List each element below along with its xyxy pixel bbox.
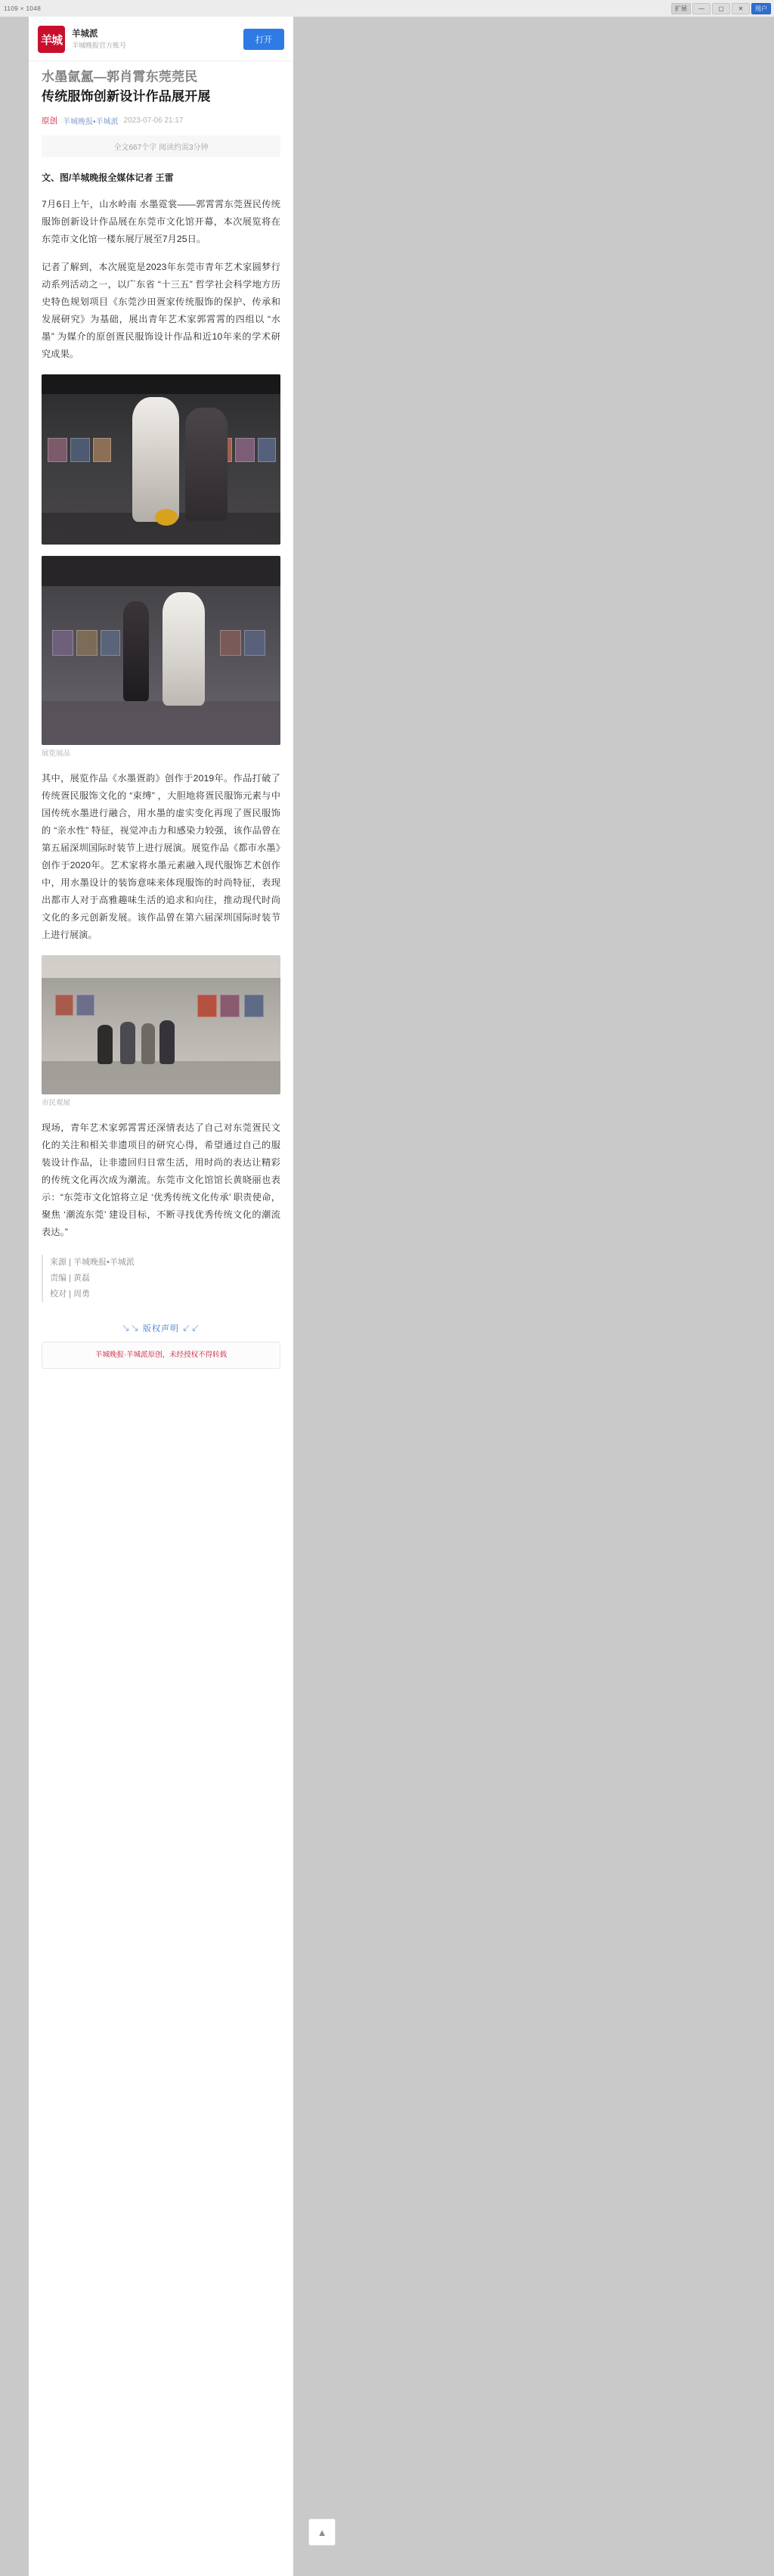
ceiling-band (42, 955, 280, 978)
floor-band (42, 1061, 280, 1094)
account-header (29, 17, 293, 61)
byline: 文、图/羊城晚报全媒体记者 王雷 (42, 172, 174, 183)
credit-proofreader: 校对 | 周勇 (50, 1290, 90, 1299)
wordcount-banner: 全文667个字 阅读约需3分钟 (42, 135, 280, 157)
window-chrome-bar (0, 0, 774, 17)
article-source[interactable]: 羊城晚报•羊城派 (63, 118, 119, 126)
publisher-subtitle: 羊城晚报官方账号 (72, 41, 127, 49)
extension-chip[interactable]: 扩展 (671, 3, 691, 14)
credit-editor: 责编 | 黄磊 (50, 1274, 90, 1283)
ceiling-band (42, 374, 280, 394)
copyright-heading: ↘↘ 版权声明 ↙↙ (121, 1324, 201, 1333)
mannequin-sheer-gown (163, 592, 205, 706)
wall-artwork (76, 995, 94, 1016)
paragraph-1: 7月6日上午，山水岭南 水墨霓裳——郭霄霄东莞疍民传统服饰创新设计作品展在东莞市文化馆开幕，本次展览将在东莞市文化馆一楼东展厅展至7月25日。 (42, 199, 280, 244)
wall-artwork (48, 438, 67, 462)
original-badge: 原创 (42, 116, 57, 126)
visitor-figure (120, 1022, 135, 1064)
wall-artwork (93, 438, 111, 462)
headline-line-1: 水墨氤氲—郭肖霄东莞莞民 (42, 70, 198, 84)
page-title (42, 67, 280, 107)
exhibition-gowns-photo[interactable] (42, 374, 280, 545)
mannequin-dark-dress (123, 601, 149, 701)
close-button[interactable]: ✕ (732, 3, 750, 14)
article-card (29, 17, 327, 2576)
floor-band (42, 701, 280, 745)
article-body (29, 67, 293, 1369)
visitor-figure (159, 1020, 175, 1064)
mannequin-black-gown (185, 408, 228, 521)
paragraph-4: 现场，青年艺术家郭霄霄还深情表达了自己对东莞疍民文化的关注和相关非遗项目的研究心得，希望通过自己的服装设计作品，让非遗回归日常生活，用时尚的表达让精彩的传统文化再次成为潮流。东莞市文化馆馆长黄晓丽也表示：“东莞市文化馆将立足 ‘优秀传统文化传承’ 职责使命，聚焦 ‘潮流东莞’ 建设目标，不断寻找优秀传统文化的潮流表达。” (42, 1122, 280, 1237)
visitor-figure (141, 1023, 155, 1064)
wall-artwork (55, 995, 73, 1016)
wall-artwork (220, 995, 240, 1017)
publisher-info (72, 29, 237, 51)
visitors-photo[interactable] (42, 955, 280, 1094)
wall-artwork (52, 630, 73, 656)
article-meta (42, 115, 280, 126)
paragraph-3: 其中，展览作品《水墨疍韵》创作于2019年。作品打破了传统疍民服饰文化的 “束缚” ，大胆地将疍民服饰元素与中国传统水墨进行融合，用水墨的虚实变化再现了疍民服饰的 “亲水性” 特征，视觉冲击力和感染力较强，该作品曾在第五届深圳国际时装节上进行展演。展览作品《都市水墨》创作于2020年。艺术家将水墨元素融入现代服饰艺术创作中，用水墨设计的装饰意味来体现服饰的时尚特征，表现出都市人对于高雅趣味生活的追求和向往，推动现代时尚文化的多元创新发展。该作品曾在第六届深圳国际时装节上进行展演。 (42, 773, 280, 940)
wall-artwork (235, 438, 255, 462)
capture-dimension-label: 1109 × 1048 (4, 5, 42, 12)
account-chip[interactable]: 用户 (751, 3, 771, 14)
mannequin-white-gown (132, 397, 179, 522)
maximize-button[interactable]: ▢ (712, 3, 730, 14)
publisher-name: 羊城派 (72, 29, 98, 39)
minimize-button[interactable]: — (692, 3, 711, 14)
scroll-to-top-button[interactable]: ▲ (308, 2519, 336, 2546)
window-controls (671, 0, 771, 17)
wall-artwork (244, 995, 264, 1017)
paragraph-2: 记者了解到，本次展览是2023年东莞市青年艺术家圆梦行动系列活动之一，以广东省 “十三五” 哲学社会科学地方历史特色规划项目《东莞沙田疍家传统服饰的保护、传承和发展研究》为基础，展出青年艺术家郭霄霄的四组以 “水墨” 为媒介的原创疍民服饰设计作品和近10年来的学术研究成果。 (42, 262, 280, 359)
credit-source: 来源 | 羊城晚报•羊城派 (50, 1258, 135, 1267)
credits-block (42, 1255, 280, 1302)
wall-artwork (70, 438, 90, 462)
wall-artwork (101, 630, 120, 656)
open-app-button[interactable]: 打开 (243, 29, 284, 50)
publisher-logo: 羊城 (38, 26, 65, 53)
figure-caption-3: 市民观展 (42, 1099, 71, 1107)
wall-artwork (220, 630, 241, 656)
ceiling-band (42, 556, 280, 586)
figure-caption-2: 展览展品 (42, 750, 71, 758)
flower-bouquet (155, 509, 178, 526)
wall-artwork (258, 438, 276, 462)
wall-artwork (244, 630, 265, 656)
headline-line-2: 传统服饰创新设计作品展开展 (42, 89, 211, 104)
wall-artwork (76, 630, 98, 656)
visitor-figure (98, 1025, 113, 1064)
copyright-notice: 羊城晚报·羊城派原创，未经授权不得转载 (42, 1342, 280, 1369)
wall-artwork (197, 995, 217, 1017)
exhibition-display-photo[interactable] (42, 556, 280, 745)
article-timestamp: 2023-07-06 21:17 (123, 116, 184, 125)
